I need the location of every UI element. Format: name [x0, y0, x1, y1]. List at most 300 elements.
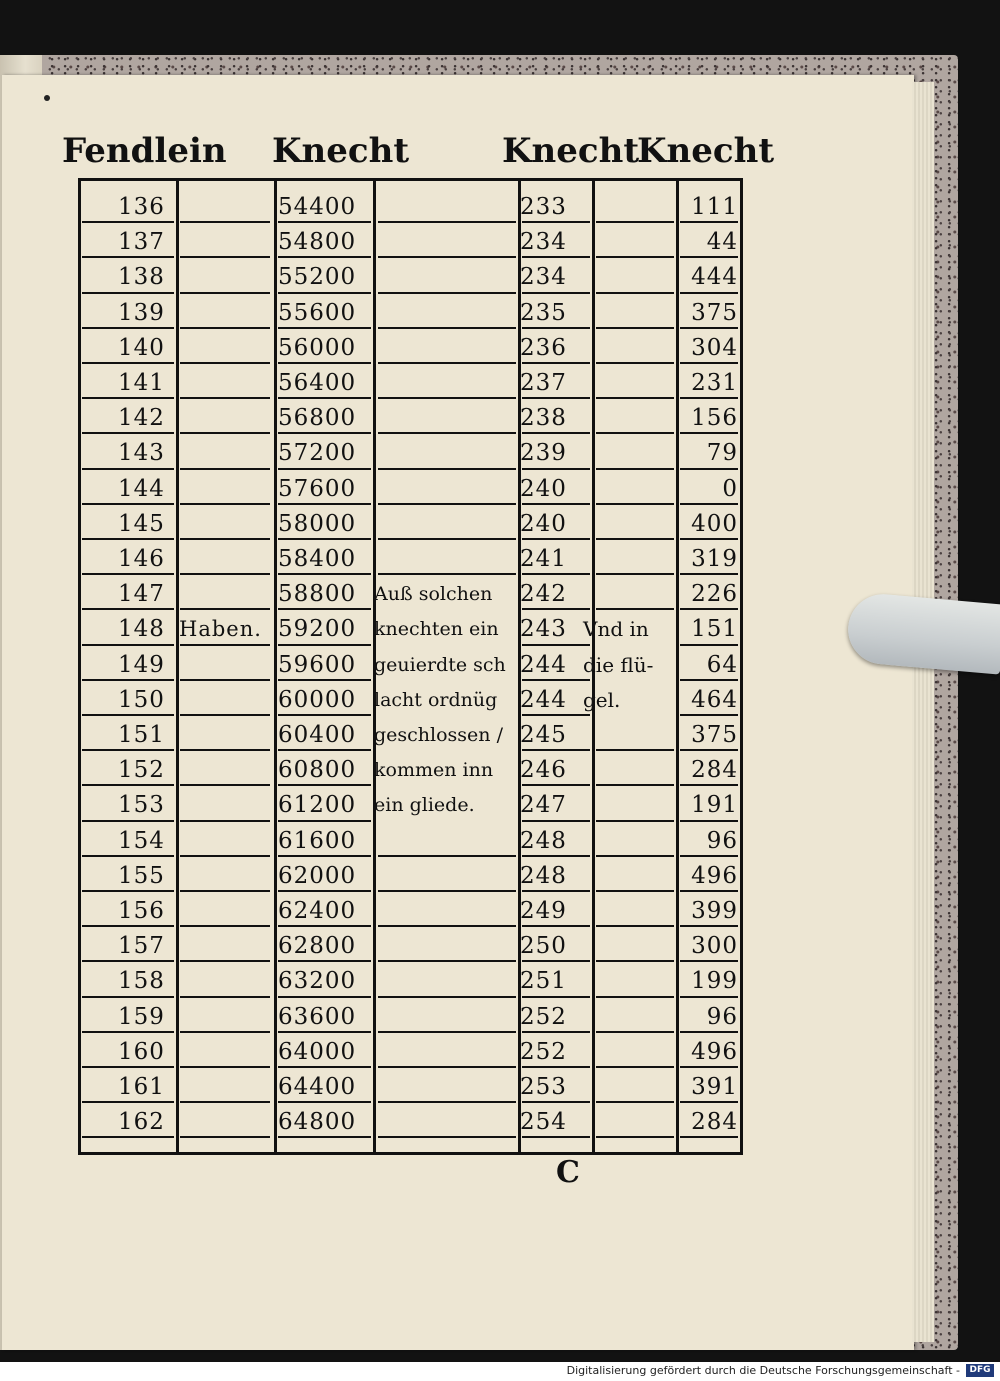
knecht-rank: 238 — [520, 405, 567, 432]
row-underline — [522, 820, 590, 822]
row-underline — [82, 1101, 174, 1103]
knecht-total: 63200 — [278, 968, 357, 995]
row-underline — [82, 714, 174, 716]
knecht-remainder: 96 — [706, 827, 738, 854]
row-underline — [278, 256, 371, 258]
row-underline — [278, 644, 371, 646]
row-underline — [596, 1031, 674, 1033]
row-underline — [180, 749, 270, 751]
fendlein-number: 155 — [118, 862, 165, 889]
row-underline — [596, 292, 674, 294]
note-right-line: gel. — [583, 687, 621, 712]
knecht-total: 55200 — [278, 264, 357, 291]
row-underline — [82, 925, 174, 927]
row-underline — [522, 327, 590, 329]
row-underline — [522, 573, 590, 575]
row-underline — [278, 784, 371, 786]
knecht-remainder: 284 — [691, 757, 738, 784]
knecht-rank: 244 — [520, 651, 567, 678]
note-middle-line: kommen inn — [374, 759, 494, 782]
note-middle-line: knechten ein — [374, 618, 499, 641]
knecht-remainder: 231 — [691, 370, 738, 396]
knecht-total: 64000 — [278, 1038, 357, 1065]
note-middle-line: Auß solchen — [374, 583, 493, 606]
row-underline — [596, 925, 674, 927]
catchword: C — [556, 1155, 580, 1190]
row-underline — [378, 890, 516, 892]
fendlein-number: 143 — [118, 440, 165, 467]
row-underline — [378, 221, 516, 223]
knecht-total: 61200 — [278, 792, 357, 819]
fendlein-number: 161 — [118, 1074, 165, 1100]
row-underline — [522, 292, 590, 294]
fendlein-number: 153 — [118, 792, 165, 819]
knecht-rank: 252 — [520, 1003, 567, 1030]
row-underline — [278, 221, 371, 223]
row-underline — [596, 1101, 674, 1103]
row-underline — [522, 996, 590, 998]
row-underline — [278, 1101, 371, 1103]
row-underline — [278, 503, 371, 505]
knecht-remainder: 375 — [691, 722, 738, 748]
row-underline — [180, 292, 270, 294]
row-underline — [680, 362, 738, 364]
footer-credit-text: Digitalisierung gefördert durch die Deutsche Forschungsgemeinschaft - — [566, 1364, 960, 1377]
knecht-rank: 248 — [520, 827, 567, 854]
row-underline — [278, 925, 371, 927]
row-underline — [180, 573, 270, 575]
column-rule — [274, 178, 277, 1152]
knecht-rank: 248 — [520, 862, 567, 889]
heading-knecht-1: Knecht — [272, 131, 410, 171]
knecht-total: 64400 — [278, 1074, 357, 1100]
row-underline — [82, 1136, 174, 1138]
knecht-remainder: 96 — [706, 1003, 738, 1030]
knecht-rank: 239 — [520, 440, 567, 467]
fendlein-number: 145 — [118, 510, 165, 537]
row-underline — [596, 890, 674, 892]
knecht-remainder: 496 — [691, 1038, 738, 1065]
row-underline — [680, 538, 738, 540]
knecht-remainder: 284 — [691, 1109, 738, 1136]
fendlein-number: 159 — [118, 1003, 165, 1030]
fendlein-number: 157 — [118, 933, 165, 960]
row-underline — [680, 749, 738, 751]
row-underline — [278, 362, 371, 364]
row-underline — [522, 644, 590, 646]
knecht-total: 57600 — [278, 475, 357, 502]
row-underline — [680, 327, 738, 329]
number-table — [78, 178, 746, 1152]
knecht-total: 55600 — [278, 299, 357, 326]
row-underline — [278, 608, 371, 610]
fendlein-number: 136 — [118, 194, 165, 220]
row-underline — [180, 679, 270, 681]
row-underline — [596, 1066, 674, 1068]
row-underline — [378, 432, 516, 434]
knecht-rank: 252 — [520, 1038, 567, 1065]
knecht-total: 62400 — [278, 898, 357, 924]
row-underline — [522, 608, 590, 610]
fendlein-number: 162 — [118, 1109, 165, 1136]
row-underline — [378, 327, 516, 329]
row-underline — [522, 397, 590, 399]
knecht-total: 58000 — [278, 510, 357, 537]
row-underline — [596, 608, 674, 610]
row-underline — [522, 362, 590, 364]
knecht-remainder: 0 — [722, 475, 738, 502]
row-underline — [522, 784, 590, 786]
fendlein-number: 154 — [118, 827, 165, 854]
knecht-total: 63600 — [278, 1003, 357, 1030]
page-edges — [912, 82, 934, 1342]
knecht-rank: 240 — [520, 475, 567, 502]
fendlein-number: 139 — [118, 299, 165, 326]
knecht-rank: 254 — [520, 1109, 567, 1136]
note-middle-line: lacht ordnüg — [374, 688, 498, 711]
row-underline — [378, 925, 516, 927]
fendlein-number: 151 — [118, 722, 165, 748]
knecht-rank: 242 — [520, 581, 567, 608]
row-underline — [378, 855, 516, 857]
row-underline — [180, 608, 270, 610]
knecht-total: 60400 — [278, 722, 357, 748]
row-underline — [378, 573, 516, 575]
row-underline — [680, 432, 738, 434]
row-underline — [522, 256, 590, 258]
knecht-remainder: 156 — [691, 405, 738, 432]
row-underline — [278, 1136, 371, 1138]
row-underline — [680, 608, 738, 610]
row-underline — [522, 960, 590, 962]
row-underline — [180, 996, 270, 998]
fendlein-number: 152 — [118, 757, 165, 784]
row-underline — [180, 925, 270, 927]
row-underline — [378, 960, 516, 962]
row-underline — [596, 221, 674, 223]
column-rule — [740, 178, 743, 1152]
row-underline — [278, 468, 371, 470]
knecht-rank: 253 — [520, 1074, 567, 1100]
row-underline — [680, 679, 738, 681]
row-underline — [278, 820, 371, 822]
row-underline — [82, 1066, 174, 1068]
dfg-logo: DFG — [966, 1364, 994, 1377]
note-middle-line: geuierdte sch — [374, 653, 506, 676]
knecht-remainder: 79 — [706, 440, 738, 467]
row-underline — [278, 890, 371, 892]
table-top-rule — [78, 178, 743, 181]
row-underline — [378, 1136, 516, 1138]
knecht-rank: 244 — [520, 686, 567, 713]
row-underline — [180, 1136, 270, 1138]
knecht-remainder: 496 — [691, 862, 738, 889]
row-underline — [522, 679, 590, 681]
row-underline — [596, 996, 674, 998]
row-underline — [278, 855, 371, 857]
knecht-total: 57200 — [278, 440, 357, 467]
note-haben: Haben. — [179, 617, 262, 642]
heading-knecht-2: Knecht — [502, 131, 640, 171]
row-underline — [180, 221, 270, 223]
row-underline — [378, 292, 516, 294]
row-underline — [596, 468, 674, 470]
row-underline — [378, 1031, 516, 1033]
row-underline — [596, 960, 674, 962]
fendlein-number: 146 — [118, 546, 165, 572]
row-underline — [180, 820, 270, 822]
row-underline — [180, 468, 270, 470]
fendlein-number: 142 — [118, 405, 165, 432]
row-underline — [82, 397, 174, 399]
row-underline — [82, 256, 174, 258]
knecht-remainder: 304 — [691, 334, 738, 361]
knecht-rank: 251 — [520, 968, 567, 995]
row-underline — [596, 1136, 674, 1138]
row-underline — [180, 432, 270, 434]
row-underline — [278, 714, 371, 716]
knecht-total: 62000 — [278, 862, 357, 889]
knecht-remainder: 319 — [691, 546, 738, 572]
row-underline — [680, 890, 738, 892]
row-underline — [378, 503, 516, 505]
knecht-remainder: 400 — [691, 510, 738, 537]
row-underline — [596, 784, 674, 786]
row-underline — [82, 890, 174, 892]
row-underline — [680, 1136, 738, 1138]
row-underline — [278, 1066, 371, 1068]
knecht-total: 60000 — [278, 686, 357, 713]
knecht-remainder: 399 — [691, 898, 738, 924]
row-underline — [180, 503, 270, 505]
row-underline — [180, 1066, 270, 1068]
knecht-rank: 234 — [520, 264, 567, 291]
row-underline — [82, 784, 174, 786]
knecht-total: 64800 — [278, 1109, 357, 1136]
fendlein-number: 156 — [118, 898, 165, 924]
knecht-rank: 237 — [520, 370, 567, 396]
row-underline — [180, 1031, 270, 1033]
row-underline — [596, 397, 674, 399]
fendlein-number: 160 — [118, 1038, 165, 1065]
knecht-total: 56000 — [278, 334, 357, 361]
row-underline — [680, 503, 738, 505]
knecht-remainder: 199 — [691, 968, 738, 995]
heading-fendlein: Fendlein — [62, 131, 227, 171]
fendlein-number: 141 — [118, 370, 165, 396]
print-mark — [44, 95, 50, 101]
knecht-total: 59600 — [278, 651, 357, 678]
knecht-remainder: 391 — [691, 1074, 738, 1100]
row-underline — [680, 784, 738, 786]
fendlein-number: 138 — [118, 264, 165, 291]
knecht-rank: 245 — [520, 722, 567, 748]
row-underline — [680, 1031, 738, 1033]
row-underline — [522, 538, 590, 540]
row-underline — [680, 644, 738, 646]
knecht-rank: 234 — [520, 229, 567, 256]
row-underline — [180, 397, 270, 399]
row-underline — [82, 644, 174, 646]
row-underline — [522, 468, 590, 470]
row-underline — [180, 784, 270, 786]
row-underline — [680, 573, 738, 575]
row-underline — [82, 468, 174, 470]
row-underline — [680, 820, 738, 822]
knecht-remainder: 64 — [706, 651, 738, 678]
row-underline — [82, 432, 174, 434]
row-underline — [680, 292, 738, 294]
row-underline — [278, 432, 371, 434]
row-underline — [522, 1136, 590, 1138]
row-underline — [680, 256, 738, 258]
row-underline — [82, 855, 174, 857]
row-underline — [522, 1101, 590, 1103]
row-underline — [278, 573, 371, 575]
row-underline — [596, 538, 674, 540]
knecht-total: 58400 — [278, 546, 357, 572]
row-underline — [180, 538, 270, 540]
knecht-rank: 233 — [520, 194, 567, 220]
knecht-remainder: 111 — [691, 194, 738, 220]
knecht-rank: 249 — [520, 898, 567, 924]
row-underline — [278, 327, 371, 329]
row-underline — [378, 538, 516, 540]
row-underline — [522, 925, 590, 927]
row-underline — [522, 749, 590, 751]
row-underline — [680, 397, 738, 399]
row-underline — [596, 573, 674, 575]
fendlein-number: 149 — [118, 651, 165, 678]
row-underline — [596, 749, 674, 751]
row-underline — [378, 1101, 516, 1103]
knecht-rank: 241 — [520, 546, 567, 572]
note-right-line: Vnd in — [583, 617, 649, 642]
row-underline — [378, 1066, 516, 1068]
row-underline — [596, 855, 674, 857]
fendlein-number: 158 — [118, 968, 165, 995]
knecht-total: 59200 — [278, 616, 357, 643]
row-underline — [522, 1066, 590, 1068]
knecht-rank: 246 — [520, 757, 567, 784]
knecht-remainder: 444 — [691, 264, 738, 291]
row-underline — [680, 996, 738, 998]
row-underline — [522, 714, 590, 716]
fendlein-number: 147 — [118, 581, 165, 608]
knecht-remainder: 226 — [691, 581, 738, 608]
row-underline — [180, 362, 270, 364]
row-underline — [82, 996, 174, 998]
row-underline — [278, 679, 371, 681]
row-underline — [522, 1031, 590, 1033]
knecht-total: 54400 — [278, 194, 357, 220]
knecht-rank: 247 — [520, 792, 567, 819]
fendlein-number: 144 — [118, 475, 165, 502]
row-underline — [378, 996, 516, 998]
row-underline — [180, 890, 270, 892]
fendlein-number: 140 — [118, 334, 165, 361]
row-underline — [278, 960, 371, 962]
row-underline — [278, 749, 371, 751]
knecht-total: 62800 — [278, 933, 357, 960]
table-heading-row — [62, 125, 775, 175]
row-underline — [82, 362, 174, 364]
row-underline — [522, 221, 590, 223]
fendlein-number: 137 — [118, 229, 165, 256]
fendlein-number: 150 — [118, 686, 165, 713]
knecht-rank: 240 — [520, 510, 567, 537]
knecht-total: 58800 — [278, 581, 357, 608]
knecht-remainder: 464 — [691, 686, 738, 713]
row-underline — [82, 1031, 174, 1033]
row-underline — [82, 820, 174, 822]
table-bottom-rule — [78, 1152, 743, 1155]
row-underline — [82, 292, 174, 294]
row-underline — [82, 538, 174, 540]
row-underline — [278, 538, 371, 540]
column-rule — [78, 178, 81, 1152]
row-underline — [180, 855, 270, 857]
row-underline — [378, 468, 516, 470]
knecht-rank: 250 — [520, 933, 567, 960]
row-underline — [82, 679, 174, 681]
row-underline — [180, 644, 270, 646]
row-underline — [596, 362, 674, 364]
knecht-remainder: 44 — [706, 229, 738, 256]
row-underline — [278, 996, 371, 998]
heading-knecht-3: Knecht — [637, 131, 775, 171]
row-underline — [680, 714, 738, 716]
knecht-remainder: 375 — [691, 299, 738, 326]
row-underline — [82, 749, 174, 751]
row-underline — [82, 573, 174, 575]
row-underline — [180, 1101, 270, 1103]
row-underline — [378, 397, 516, 399]
note-middle-line: ein gliede. — [374, 794, 475, 817]
row-underline — [596, 503, 674, 505]
row-underline — [82, 503, 174, 505]
knecht-rank: 243 — [520, 616, 567, 643]
row-underline — [596, 327, 674, 329]
row-underline — [82, 608, 174, 610]
row-underline — [680, 925, 738, 927]
row-underline — [680, 468, 738, 470]
knecht-total: 61600 — [278, 827, 357, 854]
note-middle-line: geschlossen / — [374, 724, 503, 746]
row-underline — [180, 327, 270, 329]
row-underline — [596, 432, 674, 434]
row-underline — [680, 855, 738, 857]
row-underline — [522, 503, 590, 505]
note-right-line: die flü- — [583, 652, 654, 677]
row-underline — [680, 221, 738, 223]
row-underline — [522, 855, 590, 857]
row-underline — [278, 292, 371, 294]
knecht-total: 56800 — [278, 405, 357, 432]
row-underline — [596, 256, 674, 258]
row-underline — [378, 256, 516, 258]
row-underline — [378, 362, 516, 364]
row-underline — [82, 327, 174, 329]
row-underline — [180, 714, 270, 716]
row-underline — [680, 1101, 738, 1103]
knecht-remainder: 151 — [691, 616, 738, 643]
knecht-total: 60800 — [278, 757, 357, 784]
knecht-total: 54800 — [278, 229, 357, 256]
row-underline — [180, 960, 270, 962]
row-underline — [596, 820, 674, 822]
row-underline — [522, 432, 590, 434]
